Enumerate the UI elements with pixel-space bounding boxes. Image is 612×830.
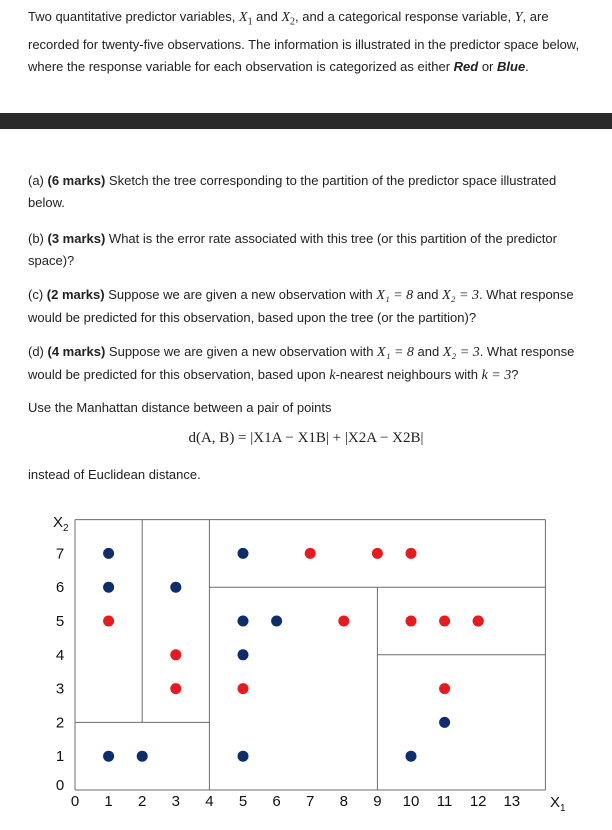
- x-tick-label: 7: [306, 793, 315, 810]
- y-tick-label: 2: [55, 714, 65, 732]
- red-point-8: [406, 616, 417, 627]
- red-point-3: [238, 683, 249, 694]
- blue-point-2: [170, 582, 181, 593]
- blue-point-7: [238, 649, 249, 660]
- question-d: (d) (4 marks) Suppose we are given a new observation with X₁ = 8 and X₂ = 3. What response would be predicted for this observation, based upon k-nearest neighbours with k = 3?: [28, 344, 575, 383]
- blue-point-5: [271, 616, 282, 627]
- blue-point-9: [137, 751, 148, 762]
- manhattan-intro: Use the Manhattan distance between a pair of points: [28, 400, 332, 415]
- x-tick-label: 1: [104, 793, 113, 810]
- x-tick-label: 2: [138, 793, 147, 810]
- y-tick-label: 6: [55, 579, 65, 597]
- blue-point-4: [238, 616, 249, 627]
- red-point-4: [305, 548, 316, 559]
- red-point-9: [439, 616, 450, 627]
- manhattan-outro: instead of Euclidean distance.: [28, 467, 201, 482]
- red-point-10: [473, 616, 484, 627]
- red-point-6: [406, 548, 417, 559]
- x-tick-label: 9: [373, 793, 382, 810]
- red-point-5: [372, 548, 383, 559]
- red-point-2: [170, 683, 181, 694]
- red-point-7: [338, 616, 349, 627]
- red-point-11: [439, 683, 450, 694]
- y-axis-label: $X_2$: [53, 514, 69, 534]
- question-a: (a) (6 marks) Sketch the tree corresponding to the partition of the predictor space illustrated below.: [28, 173, 557, 210]
- x-tick-label: 0: [70, 793, 80, 810]
- x-tick-label: 8: [339, 793, 348, 810]
- y-tick-label: 0: [55, 777, 65, 794]
- blue-point-3: [238, 548, 249, 559]
- question-c: (c) (2 marks) Suppose we are given a new observation with X₁ = 8 and X₂ = 3. What response would be predicted for this observation, based upon the tree (or the partition)?: [28, 287, 574, 325]
- x-tick-label: 12: [469, 793, 487, 810]
- x-tick-label: 5: [238, 793, 248, 810]
- intro-paragraph: Two quantitative predictor variables, $X_1$ and $X_2$, and a categorical response variable, Y, are recorded for twenty-five observations. The information is illustrated in the predictor space below, where the response variable for each observation is categorized as either Red or Blue.: [28, 9, 580, 74]
- blue-point-8: [103, 751, 114, 762]
- y-tick-label: 5: [55, 613, 65, 630]
- x-tick-label: 6: [272, 793, 281, 810]
- blue-point-0: [103, 548, 114, 559]
- x-tick-label: 13: [503, 793, 521, 810]
- y-tick-label: 7: [55, 545, 65, 563]
- blue-label: Blue: [497, 58, 526, 74]
- predictor-space-chart: [0, 500, 612, 830]
- y-tick-label: 3: [55, 680, 65, 698]
- blue-point-1: [103, 582, 114, 593]
- x-tick-label: 10: [402, 793, 420, 810]
- red-label: Red: [453, 58, 479, 74]
- blue-point-12: [439, 717, 450, 728]
- x-tick-label: 3: [171, 793, 180, 810]
- x-axis-label: $X_1$: [550, 794, 566, 814]
- section-divider: [0, 113, 612, 129]
- blue-point-10: [238, 751, 249, 762]
- red-point-0: [103, 616, 114, 627]
- x-tick-label: 11: [436, 793, 453, 810]
- y-tick-label: 1: [55, 748, 65, 766]
- x-tick-label: 4: [205, 793, 214, 810]
- red-point-1: [170, 649, 181, 660]
- question-b: (b) (3 marks) What is the error rate associated with this tree (or this partition of the predictor space)?: [28, 231, 557, 268]
- y-tick-label: 4: [55, 646, 65, 664]
- manhattan-formula: d(A, B) = |X1A − X1B| + |X2A − X2B|: [188, 430, 424, 446]
- blue-point-11: [406, 751, 417, 762]
